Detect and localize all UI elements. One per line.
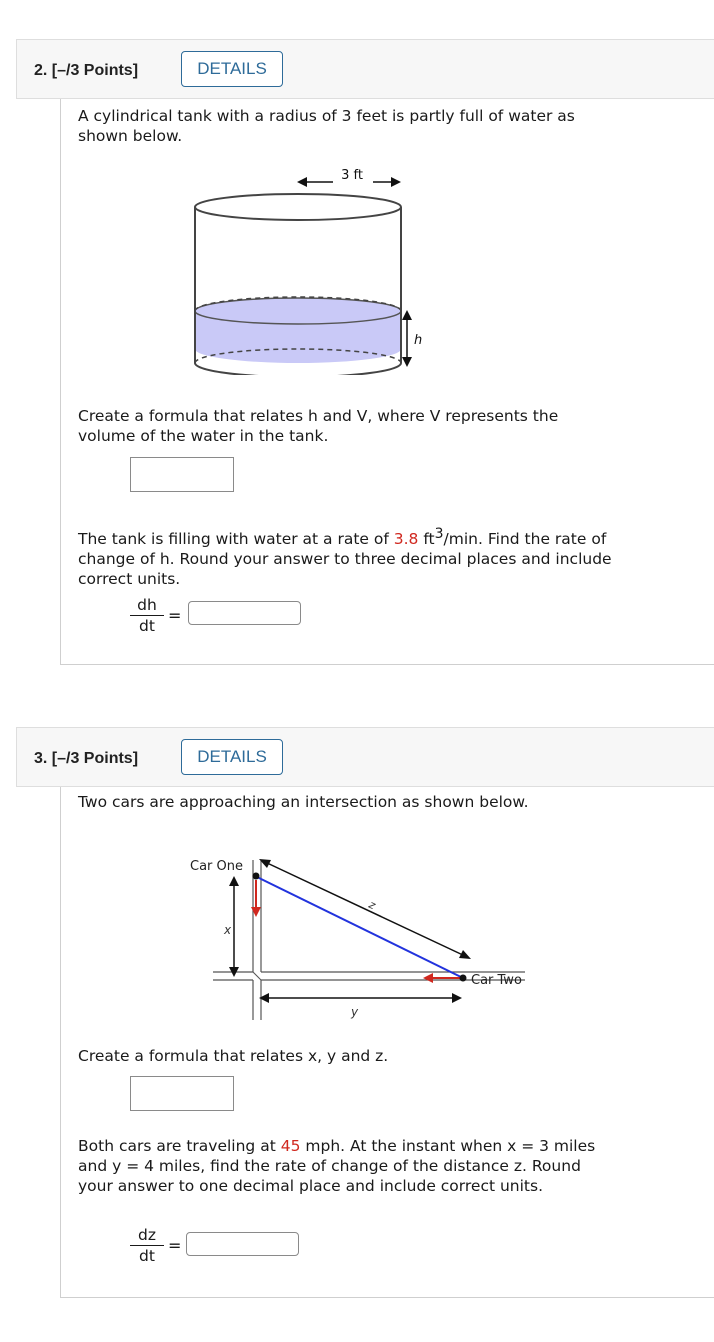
- z-label: z: [366, 897, 378, 913]
- y-label: y: [351, 1005, 359, 1019]
- dh-numerator: dh: [130, 596, 164, 616]
- cylinder-bottom-front: [195, 363, 401, 375]
- rate-sentence: The tank is filling with water at a rate of: [78, 530, 389, 549]
- equals-sign-q2: =: [168, 606, 182, 625]
- dt-denominator-q3: dt: [139, 1247, 155, 1265]
- radius-arrow-left-head: [297, 177, 307, 187]
- question-3-intro: Two cars are approaching an intersection as shown below.: [78, 793, 529, 811]
- car-two-dot: [460, 975, 467, 982]
- car-one-label: Car One: [190, 859, 243, 874]
- question-3-part2: [78, 1136, 598, 1196]
- car-two-label: Car Two: [471, 973, 522, 988]
- z-dimension-arrow: [265, 862, 465, 956]
- speed-sentence: Both cars are traveling at: [78, 1137, 276, 1155]
- water-surface: [195, 298, 401, 324]
- question-3-part1: Create a formula that relates x, y and z.: [78, 1047, 389, 1065]
- intersection-figure: [185, 850, 535, 1030]
- cylinder-tank-figure: [185, 160, 425, 375]
- speed-instructions: mph. At the instant when x = 3 miles and y = 4 miles, find the rate of change of the distance z. Round your answer to one decimal place and include correct units.: [78, 1137, 596, 1195]
- question-3-header: [16, 727, 714, 787]
- dh-dt-fraction: [130, 596, 164, 635]
- question-2-header: [16, 39, 714, 99]
- distance-line-z: [257, 877, 463, 978]
- question-2-title: 2. [–/3 Points]: [34, 62, 139, 79]
- formula-answer-input-q2[interactable]: [130, 457, 234, 492]
- dt-denominator: dt: [139, 617, 155, 635]
- question-2-part1: Create a formula that relates h and V, where V represents the volume of the water in the tank.: [78, 407, 559, 445]
- water-bottom: [195, 349, 401, 363]
- dz-dt-fraction: [130, 1226, 164, 1265]
- radius-label: 3 ft: [341, 168, 363, 183]
- speed-value: 45: [280, 1137, 301, 1155]
- question-2-intro: A cylindrical tank with a radius of 3 feet is partly full of water as shown below.: [78, 107, 575, 145]
- question-2-part2: [78, 524, 618, 589]
- dz-dt-answer-input[interactable]: [186, 1232, 299, 1256]
- equals-sign-q3: =: [168, 1236, 182, 1255]
- formula-answer-input-q3[interactable]: [130, 1076, 234, 1111]
- rate-value: 3.8: [393, 530, 419, 549]
- dh-dt-answer-input[interactable]: [188, 601, 301, 625]
- question-3-title: 3. [–/3 Points]: [34, 750, 139, 767]
- rate-instructions: Find the rate of change of h. Round your answer to three decimal places and include correct units.: [78, 530, 612, 589]
- question-2-details-button[interactable]: DETAILS: [181, 51, 283, 87]
- height-label: h: [414, 333, 423, 348]
- cylinder-top: [195, 194, 401, 220]
- radius-arrow-right-head: [391, 177, 401, 187]
- car-one-dot: [253, 873, 260, 880]
- question-3-details-button[interactable]: DETAILS: [181, 739, 283, 775]
- rate-unit: $ft^3/\min$.: [423, 526, 483, 549]
- dz-numerator: dz: [130, 1226, 164, 1246]
- x-label: x: [224, 923, 232, 937]
